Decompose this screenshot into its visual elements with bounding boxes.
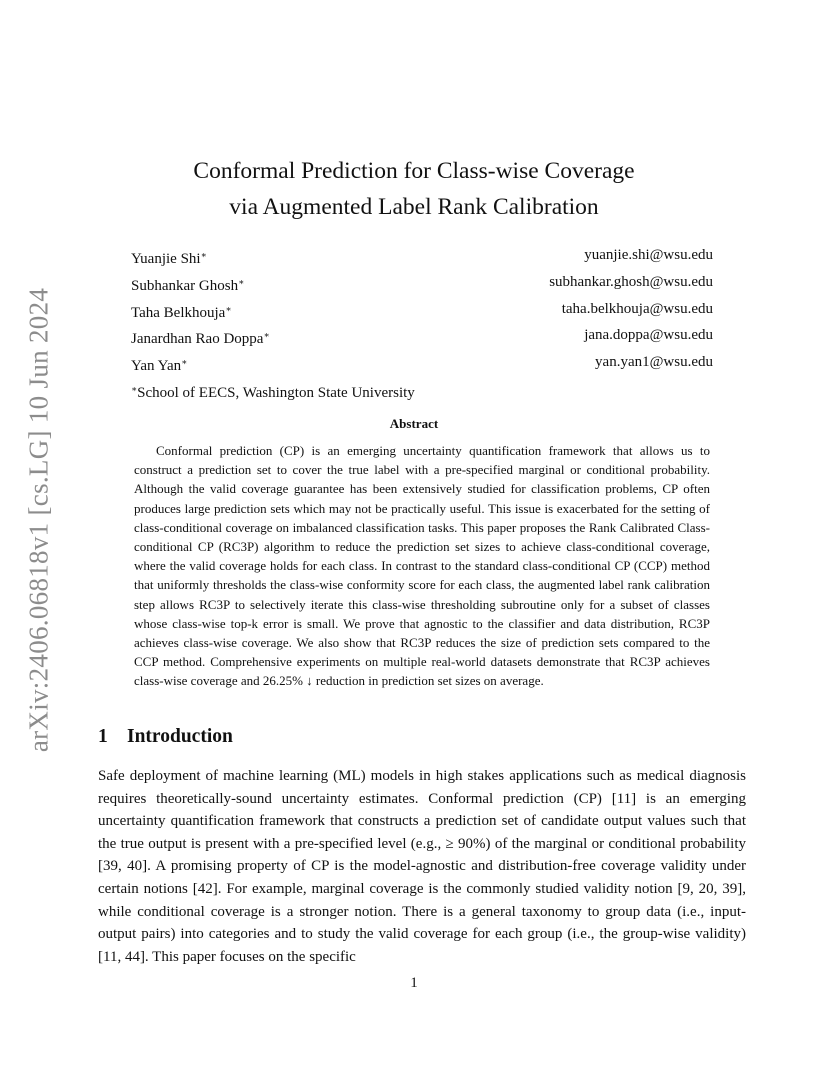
author-block (131, 244, 713, 405)
introduction-paragraph: Safe deployment of machine learning (ML) models in high stakes applications such as medical diagnosis requires theoretically-sound uncertainty estimates. Conformal prediction (CP) [11] is an emerging uncertainty quantification framework that constructs a prediction set of candidate output values such that the true output is present with a pre-specified level (e.g., ≥ 90%) of the marginal or conditional probability [39, 40]. A promising property of CP is the model-agnostic and distribution-free coverage validity under certain notions [42]. For example, marginal coverage is the commonly studied validity notion [9, 20, 39], while conditional coverage is a stronger notion. There is a general taxonomy to group data (i.e., input-output pairs) into categories and to study the valid coverage for each group (i.e., the group-wise validity) [11, 44]. This paper focuses on the specific (98, 768, 746, 965)
author-name: Taha Belkhouja∗ (131, 303, 232, 321)
author-row (131, 351, 713, 378)
author-row (131, 298, 713, 325)
paper-title (0, 153, 828, 225)
section-number: 1 (98, 726, 108, 747)
abstract-text: Conformal prediction (CP) is an emerging uncertainty quantification framework that allows us to construct a prediction set to cover the true label with a pre-specified marginal or conditional probability. Although the valid coverage guarantee has been extensively studied for classification problems, CP often produces large prediction sets which may not be practically useful. This issue is exacerbated for the setting of class-conditional coverage on imbalanced classification tasks. This paper proposes the Rank Calibrated Class-conditional CP (RC3P) algorithm to reduce the prediction set sizes to achieve class-conditional coverage, where the valid coverage holds for each class. In contrast to the standard class-conditional CP (CCP) method that uniformly thresholds the class-wise conformity score for each class, the augmented label rank calibration step allows RC3P to selectively iterate this class-wise thresholding subroutine only for a subset of classes whose class-wise top-k error is small. We prove that agnostic to the classifier and data distribution, RC3P achieves class-wise coverage. We also show that RC3P reduces the size of prediction sets compared to the CCP method. Comprehensive experiments on multiple real-world datasets demonstrate that RC3P achieves class-wise coverage and 26.25% ↓ reduction in prediction set sizes on average. (134, 443, 710, 689)
author-email: subhankar.ghosh@wsu.edu (549, 273, 713, 290)
section-title: Introduction (127, 726, 233, 747)
author-email: yuanjie.shi@wsu.edu (584, 247, 713, 263)
author-email: jana.doppa@wsu.edu (584, 327, 713, 344)
author-row (131, 271, 713, 298)
author-email: yan.yan1@wsu.edu (595, 354, 713, 371)
abstract-body (134, 441, 710, 691)
author-name: Janardhan Rao Doppa∗ (131, 330, 270, 348)
author-email: taha.belkhouja@wsu.edu (561, 300, 713, 317)
author-name: Yuanjie Shi∗ (131, 250, 207, 267)
section-heading (98, 726, 233, 748)
arxiv-identifier: arXiv:2406.06818v1 [cs.LG] 10 Jun 2024 (23, 287, 54, 753)
abstract-heading: Abstract (389, 416, 439, 431)
page-number: 1 (410, 975, 418, 991)
introduction-body (98, 765, 746, 968)
author-row (131, 244, 713, 271)
title-line-1: Conformal Prediction for Class-wise Coverage (193, 158, 635, 184)
title-line-2: via Augmented Label Rank Calibration (229, 194, 599, 220)
author-row (131, 324, 713, 351)
author-name: Subhankar Ghosh∗ (131, 276, 245, 294)
author-name: Yan Yan∗ (131, 357, 188, 375)
affiliation: ∗School of EECS, Washington State University (131, 383, 415, 401)
